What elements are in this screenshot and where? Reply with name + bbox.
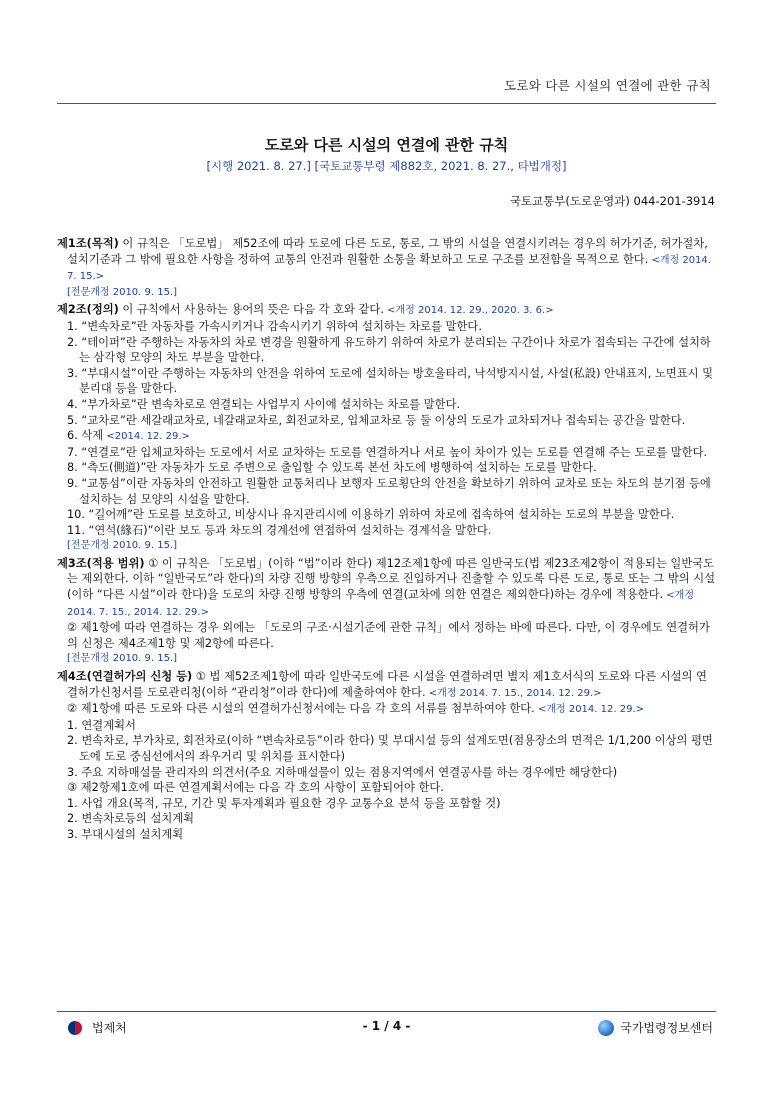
article-2-title[interactable]: 제2조(정의) — [57, 303, 119, 317]
article-3-paragraph-2: ② 제1항에 따라 연결하는 경우 외에는 「도로의 구조·시설기준에 관한 규칙」에서 정하는 바에 따른다. 다만, 이 경우에도 연결허가의 신청은 제4조제1항 및 제2항에 따른다. — [67, 621, 710, 650]
article-4-amend[interactable]: <개정 2014. 7. 15., 2014. 12. 29.> — [425, 687, 602, 699]
article-2-item-4: 4. “부가차로”란 변속차로로 연결되는 사업부지 사이에 설치하는 차로를 말한다. — [67, 397, 461, 411]
article-2-item-1: 1. “변속차로”란 자동차를 가속시키거나 감속시키기 위하여 설치하는 차로를 말한다. — [67, 319, 482, 333]
article-3-amend[interactable]: <개정 2014. 7. 15., 2014. 12. 29.> — [67, 590, 694, 618]
article-2-item-8: 8. “측도(側道)”란 자동차가 도로 주변으로 출입할 수 있도록 본선 차도에 병행하여 설치하는 도로를 말한다. — [67, 461, 597, 475]
article-3-full-amend[interactable]: [전문개정 2010. 9. 15.] — [67, 653, 178, 665]
article-2-item-6-text: 6. 삭제 — [67, 429, 104, 443]
article-2-item-9: 9. “교통섬”이란 자동차의 안전하고 원활한 교통처리나 보행자 도로횡단의 안전을 확보하기 위하여 교차로 또는 차도의 분기점 등에 설치하는 섬 모양의 시설을 말한다. — [67, 476, 711, 506]
article-4-title[interactable]: 제4조(연결허가의 신청 등) — [57, 670, 193, 684]
article-4-p3-item-3: 3. 부대시설의 설치계획 — [67, 827, 184, 841]
article-2-paragraph — [57, 302, 717, 319]
article-2-item-11: 11. “연석(緣石)”이란 보도 등과 차도의 경계선에 연접하여 설치하는 경계석을 말한다. — [67, 523, 492, 537]
article-4-p3-item-2: 2. 변속차로등의 설치계획 — [67, 812, 195, 826]
document-title: 도로와 다른 시설의 연결에 관한 규칙 — [264, 136, 509, 154]
footer-right — [598, 1019, 713, 1036]
article-4 — [57, 669, 717, 843]
article-4-item-3: 3. 주요 지하매설물 관리자의 의견서(주요 지하매설물이 있는 점용지역에서 연결공사를 하는 경우에만 해당한다) — [67, 765, 618, 779]
article-2-text: 이 규칙에서 사용하는 용어의 뜻은 다음 각 호와 같다. — [118, 303, 384, 317]
article-4-paragraph-3: ③ 제2항제1호에 따른 연결계획서에는 다음 각 호의 사항이 포함되어야 한다. — [67, 781, 444, 795]
article-3 — [57, 556, 717, 667]
enactment-info: [시행 2021. 8. 27.] [국토교통부령 제882호, 2021. 8. 27., 타법개정] — [206, 159, 567, 173]
footer-divider — [57, 1011, 716, 1012]
article-2-item-6-amend[interactable]: <2014. 12. 29.> — [103, 431, 190, 443]
article-1-paragraph — [57, 236, 717, 285]
article-4-p3-item-1: 1. 사업 개요(목적, 규모, 기간 및 투자계획과 필요한 경우 교통수요 분석 등을 포함할 것) — [67, 796, 501, 810]
article-2-item-2: 2. “테이퍼”란 주행하는 자동차의 차로 변경을 원활하게 유도하기 위하여 차로가 분리되는 구간이나 차로가 접속되는 구간에 설치하는 삼각형 모양의 차도 부분을 말한다. — [67, 335, 711, 365]
article-3-paragraph-1 — [57, 556, 717, 620]
law-center-logo-icon — [598, 1020, 614, 1036]
article-1-amend[interactable]: <개정 2014. 7. 15.> — [67, 254, 711, 283]
header-divider — [57, 103, 716, 104]
article-2-item-6 — [57, 428, 717, 445]
article-2-amend[interactable]: <개정 2014. 12. 29., 2020. 3. 6.> — [383, 305, 554, 317]
running-title: 도로와 다른 시설의 연결에 관한 규칙 — [504, 78, 711, 93]
article-2-item-10: 10. “길어깨”란 도로를 보호하고, 비상시나 유지관리시에 이용하기 위하여 차로에 접속하여 설치하는 도로의 부분을 말한다. — [67, 508, 675, 522]
law-body — [57, 236, 717, 845]
article-4-paragraph-2 — [57, 701, 717, 718]
ministry-contact: 국토교통부(도로운영과) 044-201-3914 — [509, 194, 715, 208]
article-1 — [57, 236, 717, 300]
article-4-item-2: 2. 변속차로, 부가차로, 회전차로(이하 “변속차로등”이라 한다) 및 부대시설 등의 설계도면(점용장소의 면적은 1/1,200 이상의 평면도에 도로 중심선에서의 좌우거리 및 위치를 표시한다) — [67, 734, 713, 763]
page-number: - 1 / 4 - — [362, 1019, 411, 1033]
footer-left-label: 법제처 — [92, 1021, 127, 1035]
article-4-p2-text: ② 제1항에 따른 도로와 다른 시설의 연결허가신청서에는 다음 각 호의 서류를 첨부하여야 한다. — [67, 702, 535, 716]
article-1-title[interactable]: 제1조(목적) — [57, 237, 119, 250]
article-1-text: 이 규칙은 「도로법」 제52조에 따라 도로에 다른 도로, 통로, 그 밖의 시설을 연결시키려는 경우의 허가기준, 허가절차, 설치기준과 그 밖에 필요한 사항을 정하여 교통의 안전과 원활한 소통을 확보하고 도로 구조를 보전함을 목적으로 한다. — [67, 237, 708, 266]
footer-right-label: 국가법령정보센터 — [620, 1021, 713, 1035]
article-2-item-5: 5. “교차로”란 세갈래교차로, 네갈래교차로, 회전교차로, 입체교차로 등 둘 이상의 도로가 교차되거나 접속되는 공간을 말한다. — [67, 413, 686, 427]
article-3-text: ① 이 규칙은 「도로법」(이하 “법”이라 한다) 제12조제1항에 따른 일반국도(법 제23조제2항이 적용되는 일반국도는 제외한다. 이하 “일반국도”라 한다)의 차량 진행 방향의 우측으로 진입하거나 진출할 수 있도록 다른 도로, 통로 또는 그 밖의 시설(이하 “다른 시설”이라 한다)을 도로의 차량 진행 방향의 우측에 연결(교차에 의한 연결은 제외한다)하는 경우에 적용한다. — [67, 556, 716, 602]
article-4-p2-amend[interactable]: <개정 2014. 12. 29.> — [534, 704, 645, 716]
article-2-item-7: 7. “연결로”란 입체교차하는 도로에서 서로 교차하는 도로를 연결하거나 서로 높이 차이가 있는 도로를 연결해 주는 도로를 말한다. — [67, 445, 708, 459]
article-4-item-1: 1. 연결계획서 — [67, 718, 136, 732]
article-2-item-3: 3. “부대시설”이란 주행하는 자동차의 안전을 위하여 도로에 설치하는 방호울타리, 낙석방지시설, 사설(私設) 안내표지, 노면표시 및 분리대 등을 말한다. — [67, 366, 714, 396]
article-4-text: ① 법 제52조제1항에 따라 일반국도에 다른 시설을 연결하려면 별지 제1호서식의 도로와 다른 시설의 연결허가신청서를 도로관리청(이하 “관리청”이라 한다)에 제출하여야 한다. — [67, 670, 707, 699]
article-2-full-amend[interactable]: [전문개정 2010. 9. 15.] — [67, 540, 178, 552]
article-1-full-amend[interactable]: [전문개정 2010. 9. 15.] — [67, 286, 178, 298]
article-2 — [57, 302, 717, 554]
article-4-paragraph-1 — [57, 669, 717, 701]
article-3-title[interactable]: 제3조(적용 범위) — [57, 556, 145, 570]
